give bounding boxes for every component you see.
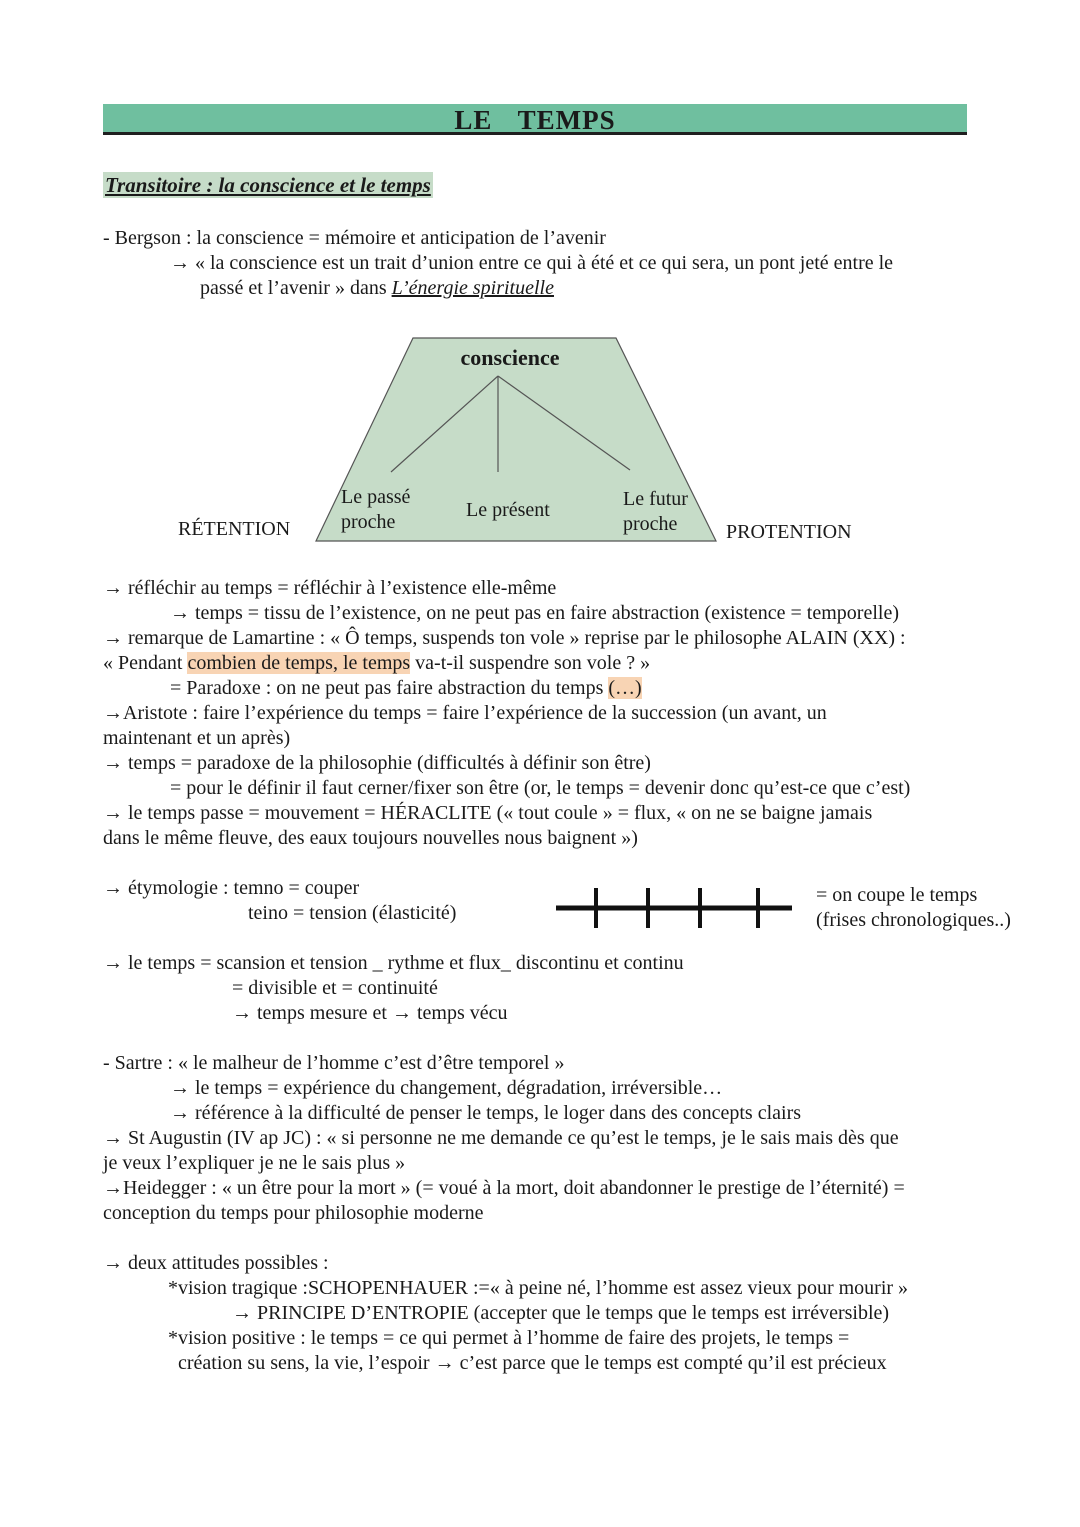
block4-line-5: création su sens, la vie, l’espoir → c’est parce que le temps est compté qu’il est précieux	[178, 1352, 887, 1374]
timeline-icon	[552, 884, 802, 934]
block1-line-5	[170, 676, 642, 701]
section-title: Transitoire : la conscience et le temps	[105, 173, 431, 197]
block3-line-2: → le temps = expérience du changement, dégradation, irréversible…	[170, 1077, 723, 1099]
block3-line-3: → référence à la difficulté de penser le temps, le loger dans des concepts clairs	[170, 1102, 802, 1124]
block3-line-7: conception du temps pour philosophie moderne	[103, 1202, 484, 1224]
block1-line-11: dans le même fleuve, des eaux toujours nouvelles nous baignent »)	[103, 827, 638, 849]
timeline-note-1: = on coupe le temps	[816, 884, 978, 906]
block1-line-6: →Aristote : faire l’expérience du temps = faire l’expérience de la succession (un avant, un	[103, 702, 827, 724]
block1-line-9: = pour le définir il faut cerner/fixer son être (or, le temps = devenir donc qu’est-ce que c’est)	[170, 777, 911, 799]
etymology-line-1: → étymologie : temno = couper	[103, 877, 360, 899]
block2-line-2: = divisible et = continuité	[232, 977, 438, 999]
block4-line-1: → deux attitudes possibles :	[103, 1252, 329, 1274]
etymology-line-2: teino = tension (élasticité)	[248, 902, 457, 924]
block1-line-1: → réfléchir au temps = réfléchir à l’existence elle-même	[103, 577, 557, 599]
block1-line-4-post: va-t-il suspendre son vole ? »	[410, 652, 651, 674]
passe-label-1: Le passé	[341, 486, 411, 508]
block3-line-5: je veux l’expliquer je ne le sais plus »	[103, 1152, 406, 1174]
conscience-diagram	[0, 0, 1080, 560]
block4-line-3: → PRINCIPE D’ENTROPIE (accepter que le temps que le temps est irréversible)	[232, 1302, 890, 1324]
bergson-line-1: - Bergson : la conscience = mémoire et anticipation de l’avenir	[103, 227, 606, 249]
block1-line-4-pre: « Pendant	[103, 652, 188, 674]
futur-label-1: Le futur	[623, 488, 688, 510]
block4-line-2: *vision tragique :SCHOPENHAUER :=« à peine né, l’homme est assez vieux pour mourir »	[168, 1277, 909, 1299]
block1-line-8: → temps = paradoxe de la philosophie (difficultés à définir son être)	[103, 752, 651, 774]
retention-label: RÉTENTION	[178, 518, 291, 540]
block1-line-7: maintenant et un après)	[103, 727, 291, 749]
block1-line-10: → le temps passe = mouvement = HÉRACLITE (« tout coule » = flux, « on ne se baigne jamais	[103, 802, 873, 824]
highlight-ellipsis: (…)	[608, 677, 642, 699]
block1-line-2: → temps = tissu de l’existence, on ne peut pas en faire abstraction (existence = temporelle)	[170, 602, 899, 624]
block3-line-4: → St Augustin (IV ap JC) : « si personne ne me demande ce qu’est le temps, je le sais mais dès que	[103, 1127, 899, 1149]
block1-line-4	[103, 651, 650, 676]
book-title: L’énergie spirituelle	[391, 277, 554, 299]
timeline-note-2: (frises chronologiques..)	[816, 909, 1011, 931]
bergson-line-2: → « la conscience est un trait d’union entre ce qui à été et ce qui sera, un pont jeté entre le	[170, 252, 894, 274]
block4-line-4: *vision positive : le temps = ce qui permet à l’homme de faire des projets, le temps =	[168, 1327, 850, 1349]
diagram-top-label: conscience	[460, 345, 560, 370]
passe-label-2: proche	[341, 511, 396, 533]
futur-label-2: proche	[623, 513, 678, 535]
page-title: LE TEMPS	[454, 105, 616, 135]
block1-line-3: → remarque de Lamartine : « Ô temps, suspends ton vole » reprise par le philosophe ALAIN (XX) :	[103, 627, 906, 649]
block3-line-1: - Sartre : « le malheur de l’homme c’est d’être temporel »	[103, 1052, 565, 1074]
block3-line-6: →Heidegger : « un être pour la mort » (= voué à la mort, doit abandonner le prestige de l’éternité) =	[103, 1177, 905, 1199]
block2-line-3: → temps mesure et → temps vécu	[232, 1002, 508, 1024]
present-label: Le présent	[466, 499, 550, 521]
bergson-line-3-text: passé et l’avenir » dans	[200, 277, 392, 299]
protention-label: PROTENTION	[726, 521, 852, 543]
highlight-text: combien de temps, le temps	[187, 652, 411, 674]
block1-line-5-pre: = Paradoxe : on ne peut pas faire abstraction du temps	[170, 677, 609, 699]
block2-line-1: → le temps = scansion et tension _ rythme et flux_ discontinu et continu	[103, 952, 684, 974]
